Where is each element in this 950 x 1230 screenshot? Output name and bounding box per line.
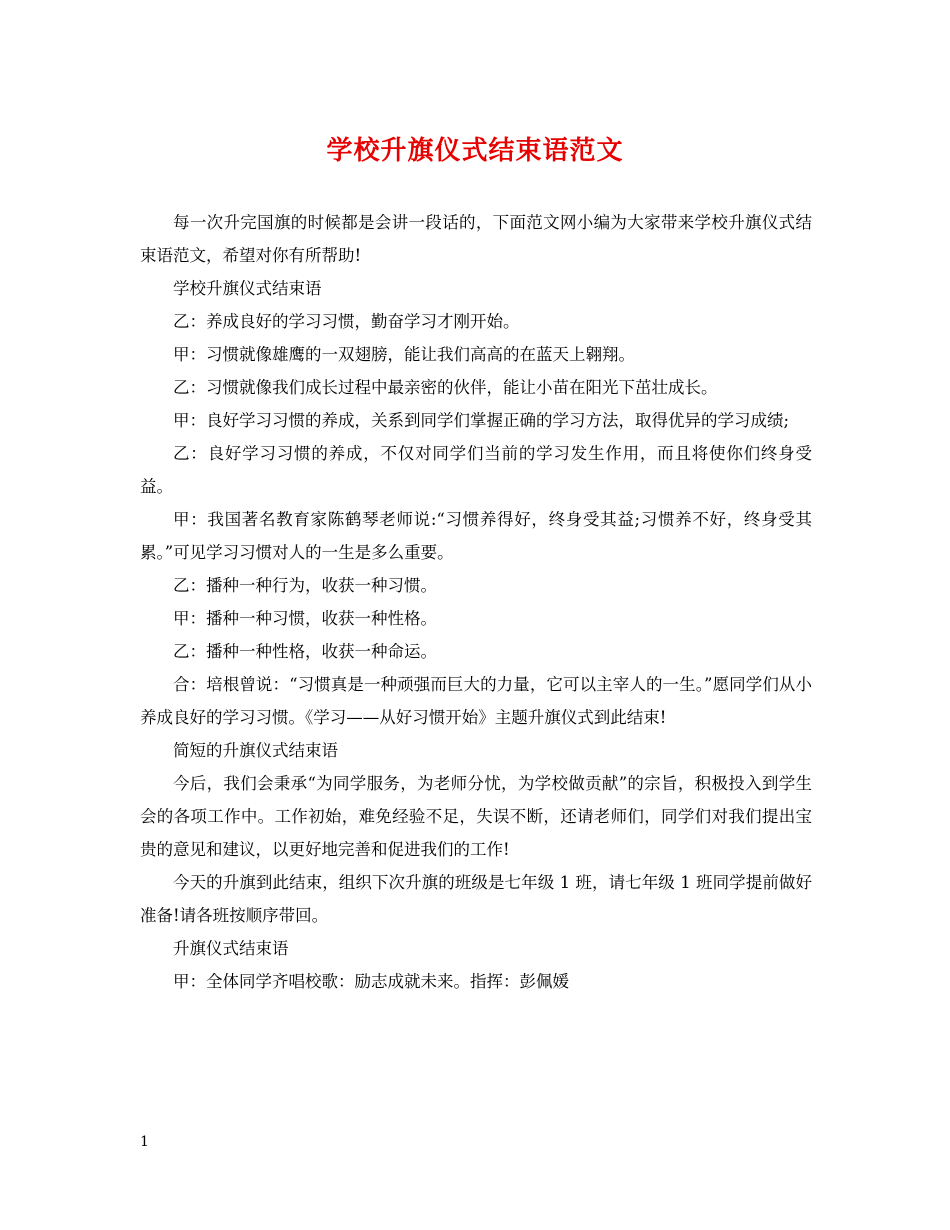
document-body — [140, 206, 812, 998]
paragraph: 乙：良好学习习惯的养成，不仅对同学们当前的学习发生作用，而且将使你们终身受益。 — [140, 444, 812, 496]
paragraph-intro: 每一次升完国旗的时候都是会讲一段话的，下面范文网小编为大家带来学校升旗仪式结束语范文，希望对你有所帮助! — [140, 213, 812, 265]
paragraph: 甲：播种一种习惯，收获一种性格。 — [173, 609, 437, 628]
section-heading-school-ceremony: 学校升旗仪式结束语 — [173, 279, 322, 298]
paragraph: 乙：播种一种行为，收获一种习惯。 — [173, 576, 437, 595]
paragraph: 甲：全体同学齐唱校歌：励志成就未来。指挥：彭佩媛 — [173, 972, 569, 991]
paragraph: 今后，我们会秉承“为同学服务，为老师分忧，为学校做贡献”的宗旨，积极投入到学生会的各项工作中。工作初始，难免经验不足，失误不断，还请老师们，同学们对我们提出宝贵的意见和建议，以更好地完善和促进我们的工作! — [140, 774, 812, 859]
document-title: 学校升旗仪式结束语范文 — [326, 136, 624, 166]
paragraph: 甲：习惯就像雄鹰的一双翅膀，能让我们高高的在蓝天上翱翔。 — [173, 345, 635, 364]
paragraph: 乙：习惯就像我们成长过程中最亲密的伙伴，能让小苗在阳光下茁壮成长。 — [173, 378, 718, 397]
page-number: 1 — [140, 1134, 149, 1150]
section-heading-short-ceremony: 简短的升旗仪式结束语 — [173, 741, 338, 760]
paragraph: 甲：我国著名教育家陈鹤琴老师说:“习惯养得好，终身受其益;习惯养不好，终身受其累。”可见学习习惯对人的一生是多么重要。 — [140, 510, 812, 562]
paragraph: 合：培根曾说：“习惯真是一种顽强而巨大的力量，它可以主宰人的一生。”愿同学们从小养成良好的学习习惯。《学习——从好习惯开始》主题升旗仪式到此结束! — [140, 675, 812, 727]
paragraph: 乙：播种一种性格，收获一种命运。 — [173, 642, 437, 661]
paragraph: 乙：养成良好的学习习惯，勤奋学习才刚开始。 — [173, 312, 520, 331]
section-heading-ceremony: 升旗仪式结束语 — [173, 939, 289, 958]
paragraph: 甲：良好学习习惯的养成，关系到同学们掌握正确的学习方法，取得优异的学习成绩; — [173, 411, 790, 430]
paragraph: 今天的升旗到此结束，组织下次升旗的班级是七年级 1 班，请七年级 1 班同学提前做好准备!请各班按顺序带回。 — [140, 873, 812, 925]
